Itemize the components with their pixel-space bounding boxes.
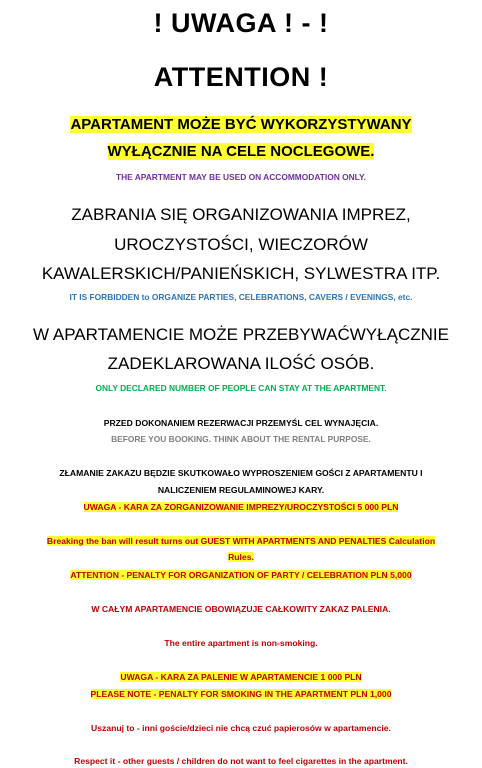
heading-pl-line2-text: WYŁĄCZNIE NA CELE NOCLEGOWE. bbox=[107, 143, 375, 160]
heading-pl-line2 bbox=[0, 143, 482, 160]
penalty-smoke-en-text: PLEASE NOTE - PENALTY FOR SMOKING IN THE APARTMENT PLN 1,000 bbox=[90, 689, 392, 699]
penalty-smoke-en bbox=[0, 689, 482, 699]
booking-en: BEFORE YOU BOOKING. THINK ABOUT THE RENTAL PURPOSE. bbox=[111, 434, 371, 444]
penalty-smoke-pl bbox=[0, 672, 482, 682]
penalty-smoke-pl-text: UWAGA - KARA ZA PALENIE W APARTAMENCIE 1 000 PLN bbox=[120, 672, 362, 682]
ban-en-line2-text: Rules. bbox=[228, 552, 254, 562]
ban-pl-line2: NALICZENIEM REGULAMINOWEJ KARY. bbox=[157, 485, 325, 495]
ban-en-line1 bbox=[0, 536, 482, 546]
title-attention: ATTENTION ! bbox=[153, 62, 329, 92]
penalty-party-en-text: ATTENTION - PENALTY FOR ORGANIZATION OF PARTY / CELEBRATION PLN 5,000 bbox=[70, 570, 412, 580]
booking-pl: PRZED DOKONANIEM REZERWACJI PRZEMYŚL CEL WYNAJĘCIA. bbox=[103, 418, 379, 428]
ban-en-line2 bbox=[0, 552, 482, 562]
forbidden-pl-line2: UROCZYSTOŚCI, WIECZORÓW bbox=[114, 235, 368, 254]
title-uwaga: ! UWAGA ! - ! bbox=[153, 8, 329, 38]
heading-pl-line1 bbox=[0, 116, 482, 133]
ban-pl-line1: ZŁAMANIE ZAKAZU BĘDZIE SKUTKOWAŁO WYPROSZENIEM GOŚCI Z APARTAMENTU I bbox=[59, 468, 423, 478]
heading-en: THE APARTMENT MAY BE USED ON ACCOMMODATION ONLY. bbox=[115, 172, 366, 182]
forbidden-pl-line3: KAWALERSKICH/PANIEŃSKICH, SYLWESTRA ITP. bbox=[41, 264, 441, 283]
smoking-en: The entire apartment is non-smoking. bbox=[164, 638, 318, 648]
respect-pl: Uszanuj to - inni goście/dzieci nie chcą czuć papierosów w apartamencie. bbox=[91, 723, 391, 733]
ban-en-line1-text: Breaking the ban will result turns out GUEST WITH APARTMENTS AND PENALTIES Calculation bbox=[46, 536, 436, 546]
penalty-party-pl-text: UWAGA - KARA ZA ZORGANIZOWANIE IMPREZY/UROCZYSTOŚCI 5 000 PLN bbox=[83, 502, 399, 512]
people-en: ONLY DECLARED NUMBER OF PEOPLE CAN STAY AT THE APARTMENT. bbox=[95, 383, 387, 393]
penalty-party-pl bbox=[0, 502, 482, 512]
forbidden-pl-line1: ZABRANIA SIĘ ORGANIZOWANIA IMPREZ, bbox=[71, 205, 411, 224]
heading-pl-line1-text: APARTAMENT MOŻE BYĆ WYKORZYSTYWANY bbox=[70, 116, 412, 133]
people-pl-line1: W APARTAMENCIE MOŻE PRZEBYWAĆWYŁĄCZNIE bbox=[33, 325, 449, 344]
penalty-party-en bbox=[0, 570, 482, 580]
smoking-pl: W CAŁYM APARTAMENCIE OBOWIĄZUJE CAŁKOWITY ZAKAZ PALENIA. bbox=[91, 604, 391, 614]
respect-en: Respect it - other guests / children do not want to feel cigarettes in the apartment. bbox=[74, 756, 408, 766]
forbidden-en: IT IS FORBIDDEN to ORGANIZE PARTIES, CELEBRATIONS, CAVERS / EVENINGS, etc. bbox=[69, 292, 413, 302]
people-pl-line2: ZADEKLAROWANA ILOŚĆ OSÓB. bbox=[107, 354, 375, 373]
